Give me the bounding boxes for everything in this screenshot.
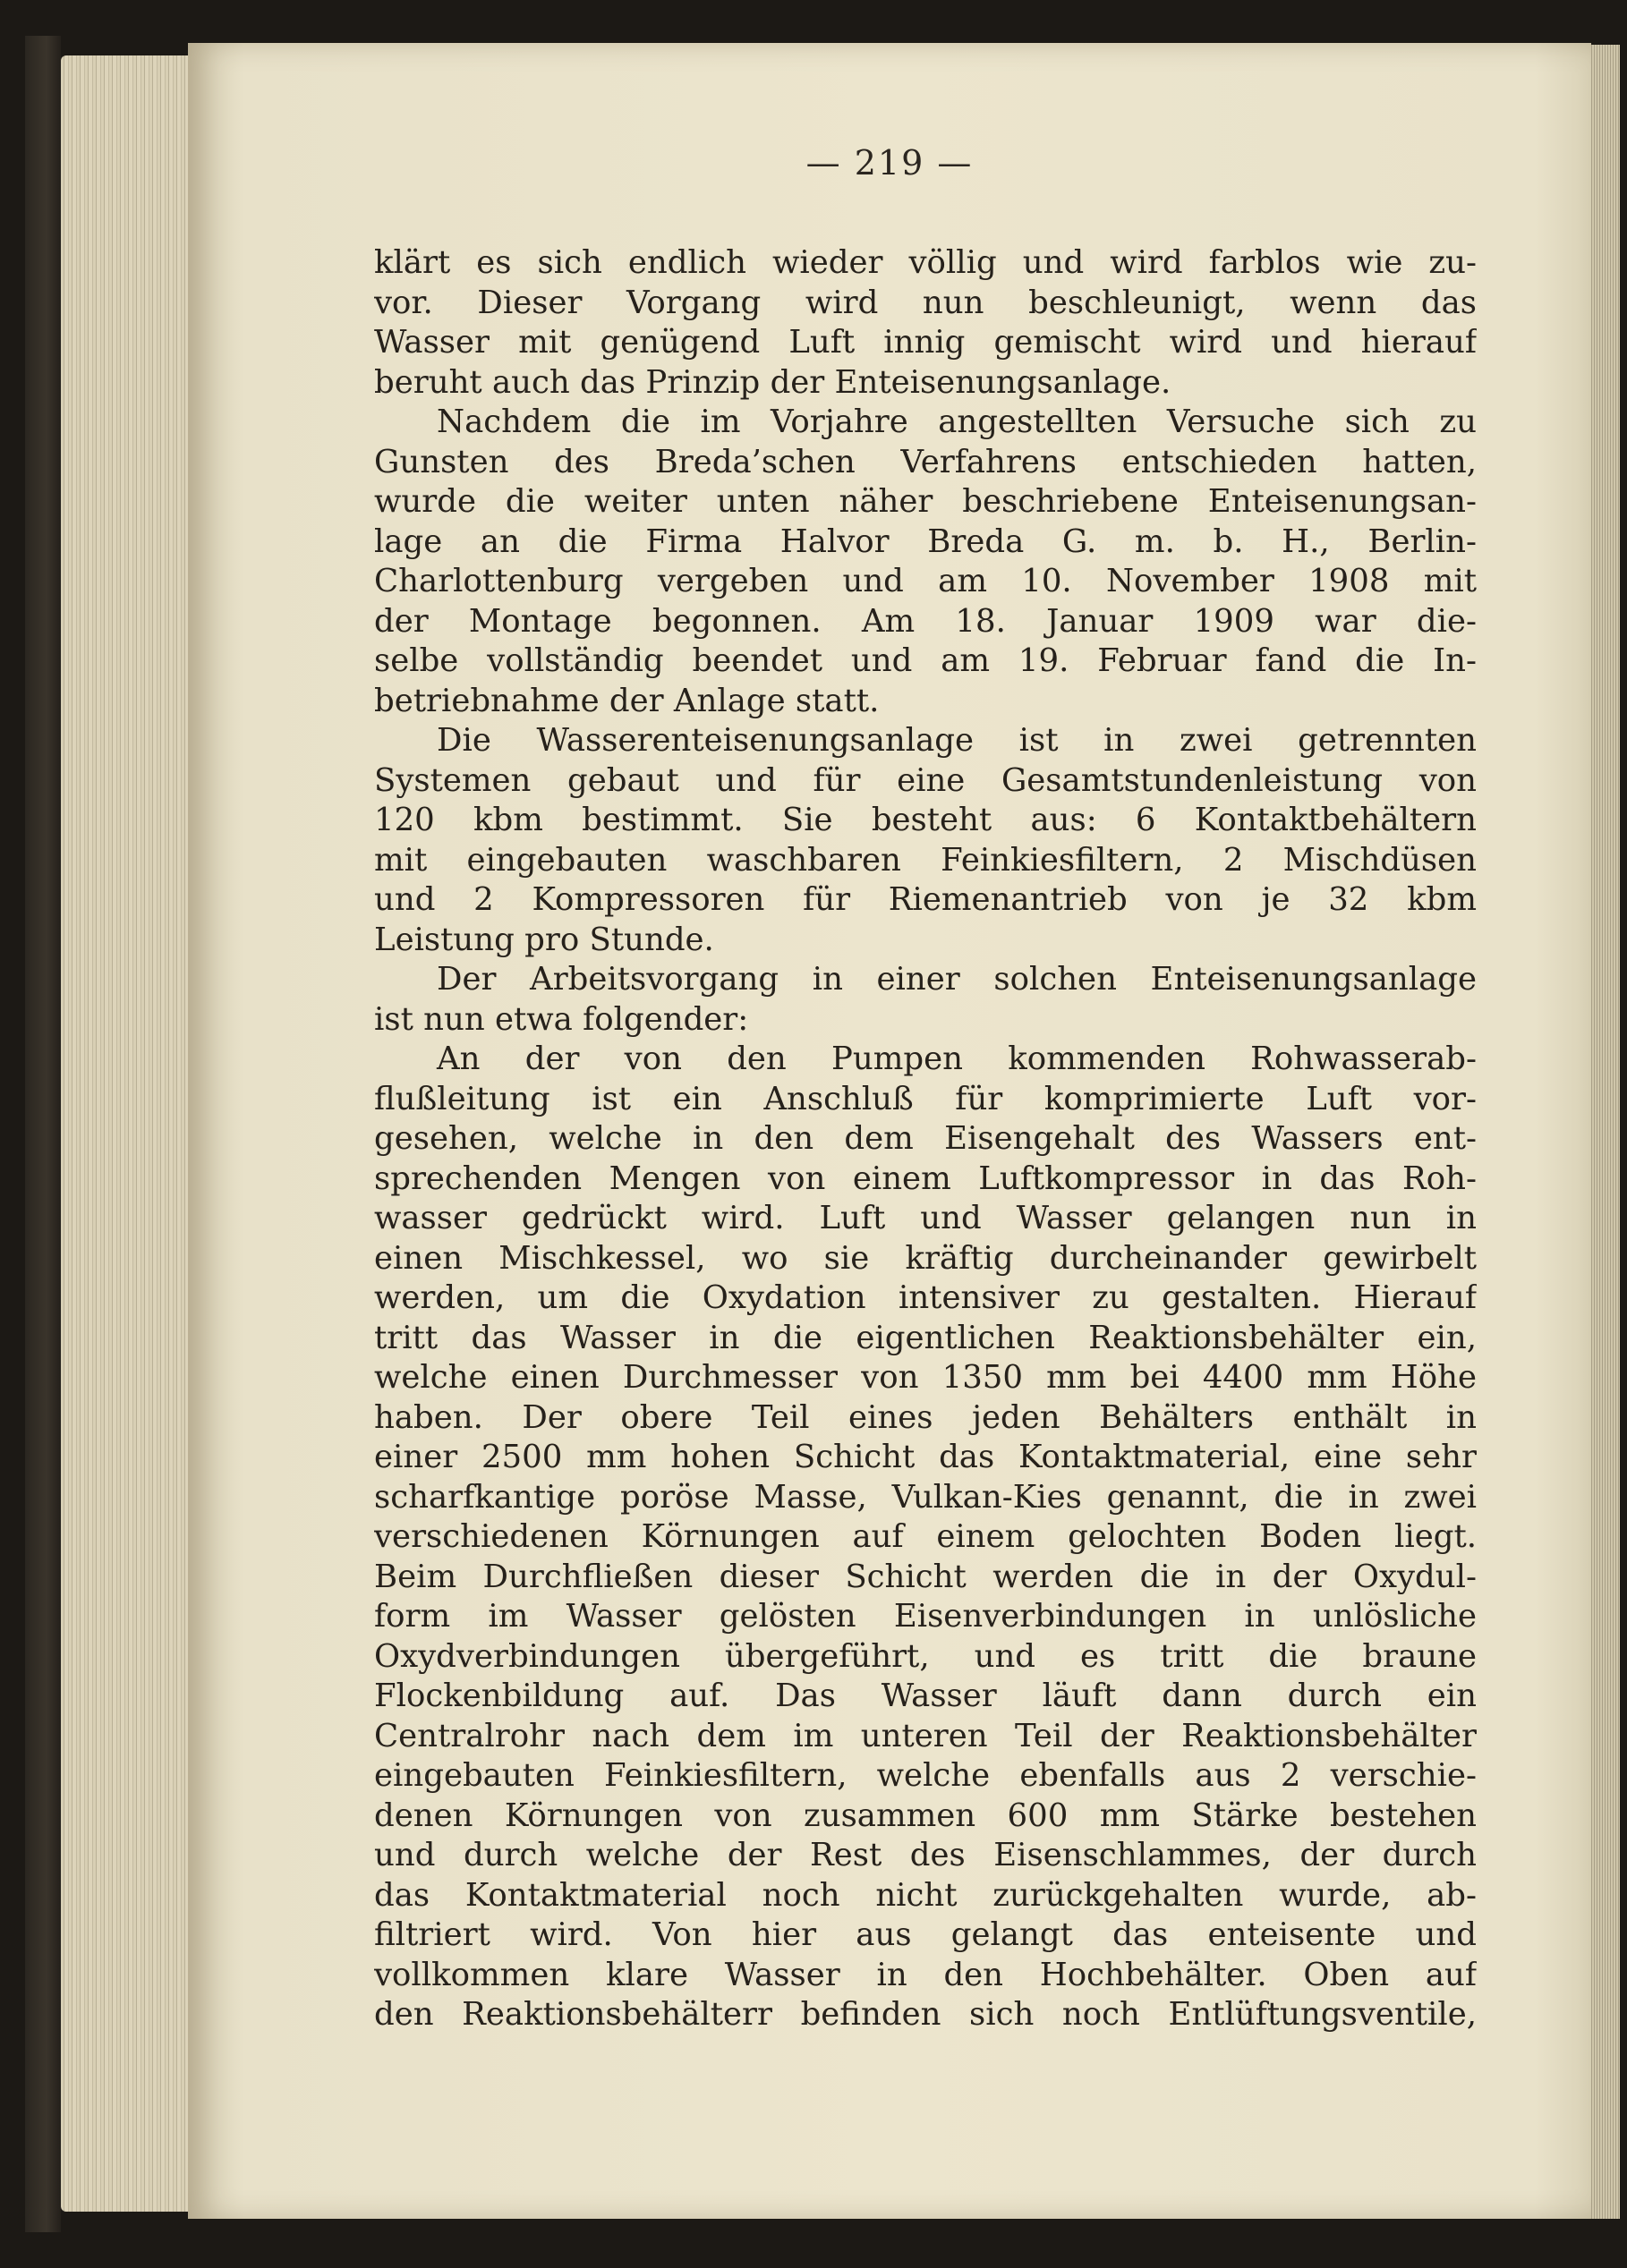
text-line: wurde die weiter unten näher beschriebene Enteisenungsan- — [374, 483, 1477, 520]
text-line: klärt es sich endlich wieder völlig und wird farblos wie zu- — [374, 244, 1477, 281]
text-line: Nachdem die im Vorjahre angestellten Versuche sich zu — [437, 403, 1477, 440]
text-line: beruht auch das Prinzip der Enteisenungsanlage. — [374, 363, 1171, 401]
text-line: Die Wasserenteisenungsanlage ist in zwei getrennten — [437, 722, 1477, 759]
text-line: Systemen gebaut und für eine Gesamtstundenleistung von — [374, 761, 1477, 799]
text-line: Centralrohr nach dem im unteren Teil der Reaktionsbehälter — [374, 1717, 1477, 1754]
text-line: der Montage begonnen. Am 18. Januar 1909 war die- — [374, 602, 1477, 640]
text-line: Der Arbeitsvorgang in einer solchen Enteisenungsanlage — [437, 961, 1477, 998]
text-line: sprechenden Mengen von einem Luftkompressor in das Roh- — [374, 1159, 1477, 1197]
text-line: Oxydverbindungen übergeführt, und es tritt die braune — [374, 1637, 1477, 1675]
text-line: Beim Durchfließen dieser Schicht werden die in der Oxydul- — [374, 1558, 1477, 1595]
text-line: form im Wasser gelösten Eisenverbindungen in unlösliche — [374, 1598, 1477, 1635]
text-line: einer 2500 mm hohen Schicht das Kontaktmaterial, eine sehr — [374, 1439, 1477, 1475]
page-stack-right — [1589, 45, 1620, 2219]
text-line: Wasser mit genügend Luft innig gemischt wird und hierauf — [374, 324, 1477, 361]
text-line: werden, um die Oxydation intensiver zu gestalten. Hierauf — [374, 1279, 1477, 1316]
text-line: tritt das Wasser in die eigentlichen Reaktionsbehälter ein, — [374, 1319, 1477, 1356]
text-line: Gunsten des Breda’schen Verfahrens entschieden hatten, — [374, 443, 1477, 480]
text-line: und durch welche der Rest des Eisenschlammes, der durch — [374, 1837, 1477, 1873]
text-line: mit eingebauten waschbaren Feinkiesfiltern, 2 Mischdüsen — [374, 841, 1477, 879]
text-line: An der von den Pumpen kommenden Rohwasserab- — [437, 1041, 1477, 1077]
text-line: und 2 Kompressoren für Riemenantrieb von je 32 kbm — [374, 881, 1477, 918]
book-spine-edge — [25, 36, 61, 2232]
text-line: denen Körnungen von zusammen 600 mm Stärke bestehen — [374, 1797, 1477, 1834]
text-line: Charlottenburg vergeben und am 10. November 1908 mit — [374, 563, 1477, 599]
text-line: gesehen, welche in den dem Eisengehalt des Wassers ent- — [374, 1120, 1477, 1157]
text-line: 120 kbm bestimmt. Sie besteht aus: 6 Kontaktbehältern — [374, 802, 1477, 838]
text-line: filtriert wird. Von hier aus gelangt das enteisente und — [374, 1916, 1477, 1953]
text-line: Leistung pro Stunde. — [374, 921, 714, 958]
text-line: das Kontaktmaterial noch nicht zurückgehalten wurde, ab- — [374, 1876, 1477, 1914]
page-number: — 219 — — [805, 143, 974, 183]
text-line: verschiedenen Körnungen auf einem gelochten Boden liegt. — [374, 1518, 1477, 1555]
text-line: vollkommen klare Wasser in den Hochbehälter. Oben auf — [374, 1956, 1477, 1993]
text-line: vor. Dieser Vorgang wird nun beschleunigt, wenn das — [374, 284, 1477, 321]
text-line: eingebauten Feinkiesfiltern, welche ebenfalls aus 2 verschie- — [374, 1757, 1477, 1794]
page-stack-left — [61, 55, 204, 2212]
text-line: flußleitung ist ein Anschluß für komprimierte Luft vor- — [374, 1080, 1477, 1117]
body-text — [374, 243, 1477, 2035]
text-line: den Reaktionsbehälterr befinden sich noch Entlüftungsventile, — [374, 1996, 1477, 2033]
text-line: selbe vollständig beendet und am 19. Februar fand die In- — [374, 642, 1477, 679]
text-line: haben. Der obere Teil eines jeden Behälters enthält in — [374, 1398, 1477, 1436]
text-line: welche einen Durchmesser von 1350 mm bei 4400 mm Höhe — [374, 1359, 1477, 1396]
text-line: lage an die Firma Halvor Breda G. m. b. H., Berlin- — [374, 522, 1477, 560]
text-line: ist nun etwa folgender: — [374, 1000, 749, 1038]
text-line: betriebnahme der Anlage statt. — [374, 682, 880, 719]
text-line: scharfkantige poröse Masse, Vulkan-Kies genannt, die in zwei — [374, 1478, 1477, 1516]
text-line: wasser gedrückt wird. Luft und Wasser gelangen nun in — [374, 1200, 1477, 1236]
text-line: einen Mischkessel, wo sie kräftig durcheinander gewirbelt — [374, 1239, 1477, 1277]
text-line: Flockenbildung auf. Das Wasser läuft dann durch ein — [374, 1678, 1477, 1714]
